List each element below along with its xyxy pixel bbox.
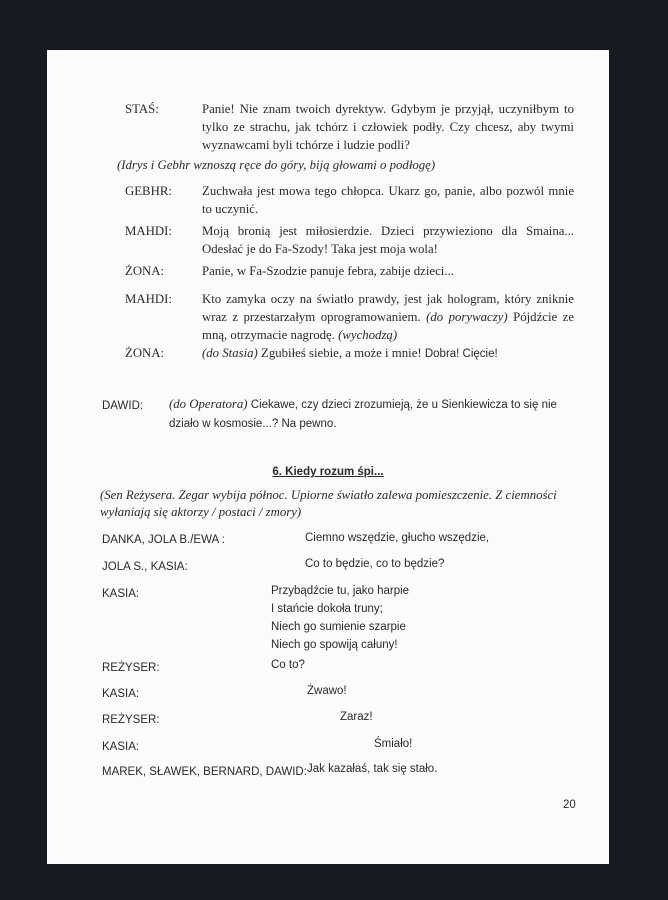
verse-kasia: Przybądźcie tu, jako harpie I stańcie dokoła truny; Niech go sumienie szarpie Niech go spowiją całuny!	[271, 585, 410, 651]
script-page	[47, 50, 609, 864]
speaker-jola-kasia: JOLA S., KASIA:	[102, 561, 188, 573]
speaker-danka-jola-ewa: DANKA, JOLA B./EWA :	[102, 534, 225, 546]
stage-direction-1: (Idrys i Gebhr wznoszą ręce do góry, biją głowami o podłogę)	[117, 158, 436, 172]
speaker-kasia: KASIA:	[102, 588, 140, 600]
speaker-mahdi-2: MAHDI:	[125, 292, 172, 306]
scene-title: 6. Kiedy rozum śpi...	[272, 466, 384, 478]
line-rezyser: Co to?	[271, 659, 305, 671]
speaker-rezyser: REŻYSER:	[102, 662, 160, 674]
line-mahdi: Moją bronią jest miłosierdzie. Dzieci przywieziono dla Smaina... Odesłać je do Fa-Szody! Taka jest moja wola!	[202, 224, 574, 256]
line-zona-2: (do Stasia) Zgubiłeś siebie, a może i mnie! Dobra! Cięcie!	[202, 346, 498, 360]
line-jola-kasia: Co to będzie, co to będzie?	[305, 558, 445, 570]
line-zona: Panie, w Fa-Szodzie panuje febra, zabije dzieci...	[202, 264, 454, 278]
speaker-gebhr: GEBHR:	[125, 184, 172, 198]
speaker-kasia-2: KASIA:	[102, 688, 140, 700]
speaker-mahdi: MAHDI:	[125, 224, 172, 238]
line-stas: Panie! Nie znam twoich dyrektyw. Gdybym je przyjął, uczyniłbym to tylko ze strachu, jak tchórz i człowiek podły. Czy chcesz, aby twymi wyznawcami byli tchórze i ludzie podli?	[202, 102, 574, 152]
speaker-dawid: DAWID:	[102, 400, 144, 412]
speaker-kasia-3: KASIA:	[102, 741, 140, 753]
line-dawid: (do Operatora) Ciekawe, czy dzieci zrozumieją, że u Sienkiewicza to się nie działo w kosmosie...? Na pewno.	[169, 397, 557, 430]
speaker-zona-2: ŻONA:	[125, 346, 165, 360]
line-kasia-2: Żwawo!	[307, 685, 347, 697]
line-group: Jak kazałaś, tak się stało.	[307, 763, 438, 775]
speaker-rezyser-2: REŻYSER:	[102, 714, 160, 726]
line-danka: Ciemno wszędzie, głucho wszędzie,	[305, 532, 490, 544]
line-kasia-3: Śmiało!	[374, 738, 413, 750]
line-mahdi-2: Kto zamyka oczy na światło prawdy, jest jak hologram, który zniknie wraz z przestarzałym oprogramowaniem. (do porywaczy) Pójdźcie ze mną, otrzymacie nagrodę. (wychodzą)	[202, 292, 575, 342]
page-number: 20	[563, 799, 576, 811]
scene-stage-direction: (Sen Reżysera. Zegar wybija północ. Upiorne światło zalewa pomieszczenie. Z ciemności wyłaniają się aktorzy / postaci / zmory)	[100, 488, 557, 519]
speaker-group: MAREK, SŁAWEK, BERNARD, DAWID:	[102, 766, 307, 778]
speaker-zona: ŻONA:	[125, 264, 165, 278]
speaker-stas: STAŚ:	[125, 102, 159, 116]
line-rezyser-2: Zaraz!	[340, 711, 373, 723]
line-gebhr: Zuchwała jest mowa tego chłopca. Ukarz go, panie, albo pozwól mnie to uczynić.	[202, 184, 574, 216]
